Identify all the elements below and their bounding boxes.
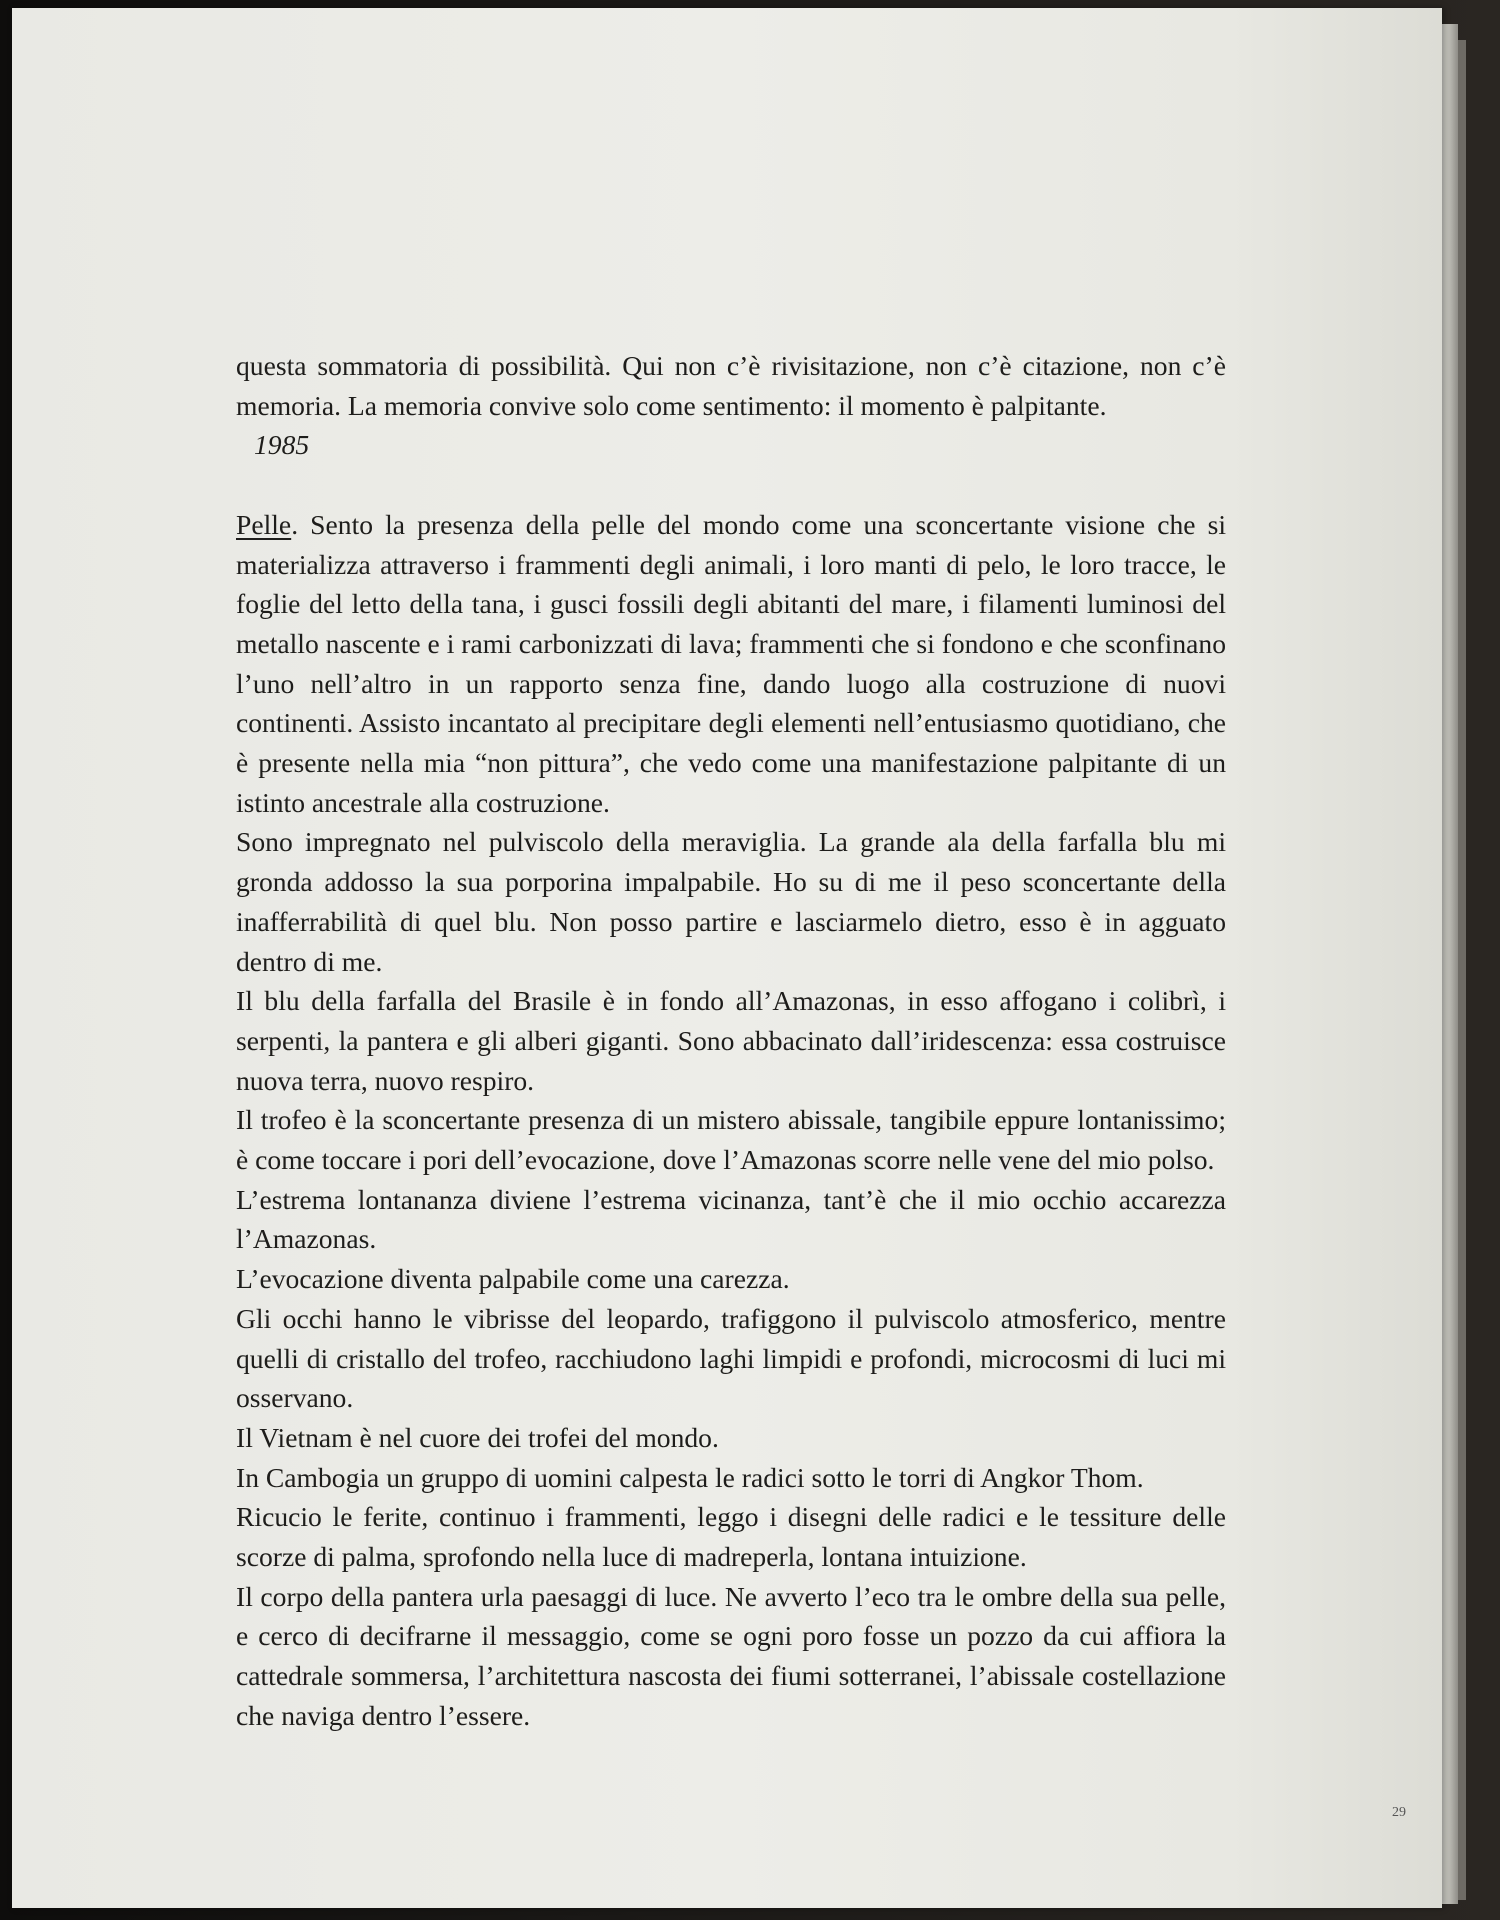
keyword-pelle: Pelle (236, 508, 292, 540)
paragraph-5: L’evocazione diventa palpabile come una carezza. (236, 1263, 790, 1295)
year-label: 1985 (254, 429, 310, 461)
pelle-paragraph (236, 505, 1226, 823)
paragraph-8: In Cambogia un gruppo di uomini calpesta le radici sotto le torri di Angkor Thom. (236, 1461, 1144, 1493)
pelle-text: . Sento la presenza della pelle del mondo come una sconcertante visione che si materializza attraverso i frammenti degli animali, i loro manti di pelo, le loro tracce, le foglie del letto della tana, i gusci fossili degli abitanti del mare, i filamenti luminosi del metallo nascente e i rami carbonizzati di lava; frammenti che si fondono e che sconfinano l’uno nell’altro in un rapporto senza fine, dando luogo alla costruzione di nuovi continenti. Assisto incantato al precipitare degli elementi nell’entusiasmo quotidiano, che è presente nella mia “non pittura”, che vedo come una manifestazione palpitante di un istinto ancestrale alla costruzione. (236, 508, 1226, 818)
paragraph-3: Il trofeo è la sconcertante presenza di un mistero abissale, tangibile eppure lontanissimo; è come toccare i pori dell’evocazione, dove l’Amazonas scorre nelle vene del mio polso. (236, 1104, 1226, 1176)
paragraph-2: Il blu della farfalla del Brasile è in fondo all’Amazonas, in esso affogano i colibrì, i serpenti, la pantera e gli alberi giganti. Sono abbacinato dall’iridescenza: essa costruisce nuova terra, nuovo respiro. (236, 985, 1226, 1096)
paragraph-7: Il Vietnam è nel cuore dei trofei del mondo. (236, 1421, 719, 1453)
paragraph-1: Sono impregnato nel pulviscolo della meraviglia. La grande ala della farfalla blu mi gronda addosso la sua porporina impalpabile. Ho su di me il peso sconcertante della inafferrabilità di quel blu. Non posso partire e lasciarmelo dietro, esso è in agguato dentro di me. (236, 826, 1226, 977)
text-block (236, 346, 1226, 1736)
paragraph-4: L’estrema lontananza diviene l’estrema vicinanza, tant’è che il mio occhio accarezza l’Amazonas. (236, 1183, 1226, 1255)
opening-paragraph: questa sommatoria di possibilità. Qui non c’è rivisitazione, non c’è citazione, non c’è memoria. La memoria convive solo come sentimento: il momento è palpitante. (236, 350, 1226, 421)
page-number: 29 (1392, 1805, 1406, 1820)
paragraph-10: Il corpo della pantera urla paesaggi di luce. Ne avverto l’eco tra le ombre della sua pelle, e cerco di decifrarne il messaggio, come se ogni poro fosse un pozzo da cui affiora la cattedrale sommersa, l’architettura nascosta dei fiumi sotterranei, l’abissale costellazione che naviga dentro l’essere. (236, 1580, 1226, 1731)
page-edge (1442, 24, 1458, 1904)
paragraph-gap (236, 465, 1226, 505)
paragraph-6: Gli occhi hanno le vibrisse del leopardo, trafiggono il pulviscolo atmosferico, mentre quelli di cristallo del trofeo, racchiudono laghi limpidi e profondi, microcosmi di luci mi osservano. (236, 1302, 1226, 1414)
page-edge-dark (1458, 40, 1466, 1900)
paragraph-9: Ricucio le ferite, continuo i frammenti, leggo i disegni delle radici e le tessiture delle scorze di palma, sprofondo nella luce di madreperla, lontana intuizione. (236, 1501, 1226, 1573)
